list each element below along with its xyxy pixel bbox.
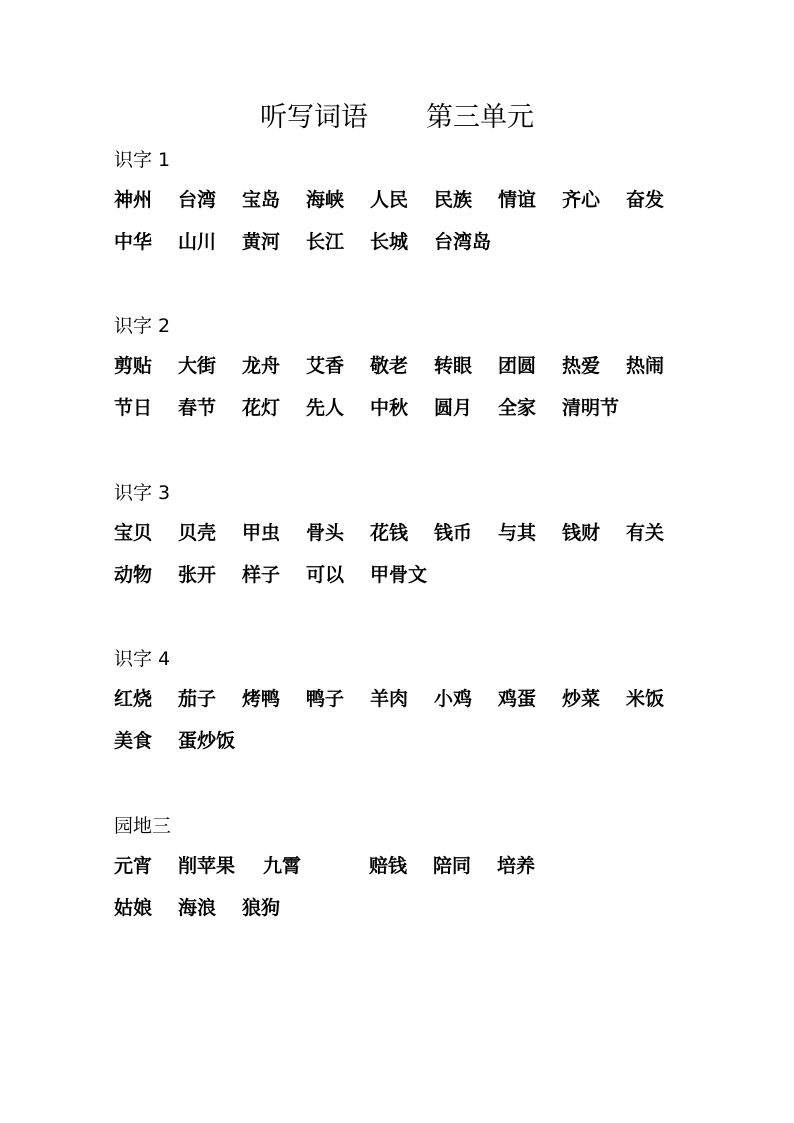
word: 大街 bbox=[178, 355, 217, 377]
word: 热爱 bbox=[562, 355, 601, 377]
word: 热闹 bbox=[626, 355, 665, 377]
word-row bbox=[114, 393, 734, 435]
word: 张开 bbox=[178, 564, 217, 586]
word: 米饭 bbox=[626, 688, 665, 710]
section-heading: 识字 2 bbox=[114, 315, 171, 337]
word: 狼狗 bbox=[242, 897, 281, 919]
word: 茄子 bbox=[178, 688, 217, 710]
word: 与其 bbox=[498, 522, 537, 544]
word: 海峡 bbox=[306, 189, 345, 211]
word: 羊肉 bbox=[370, 688, 409, 710]
word: 先人 bbox=[306, 397, 345, 419]
word: 可以 bbox=[306, 564, 345, 586]
title-text: 听写词语 bbox=[260, 102, 368, 133]
word: 花灯 bbox=[242, 397, 281, 419]
word: 甲虫 bbox=[242, 522, 281, 544]
word: 姑娘 bbox=[114, 897, 153, 919]
word: 削苹果 bbox=[178, 855, 236, 877]
word: 山川 bbox=[178, 231, 217, 253]
word: 长城 bbox=[370, 231, 409, 253]
word-row bbox=[114, 351, 734, 393]
word: 钱财 bbox=[562, 522, 601, 544]
section-shizi-1 bbox=[114, 147, 734, 269]
word: 鸡蛋 bbox=[498, 688, 537, 710]
word: 元宵 bbox=[114, 855, 153, 877]
section-shizi-3 bbox=[114, 480, 734, 602]
word-row bbox=[114, 851, 734, 893]
word: 春节 bbox=[178, 397, 217, 419]
word-row bbox=[114, 518, 734, 560]
word: 转眼 bbox=[434, 355, 473, 377]
word: 中华 bbox=[114, 231, 153, 253]
word: 奋发 bbox=[626, 189, 665, 211]
word-row bbox=[114, 726, 734, 768]
word: 有关 bbox=[626, 522, 665, 544]
word: 中秋 bbox=[370, 397, 409, 419]
word: 样子 bbox=[242, 564, 281, 586]
word: 炒菜 bbox=[562, 688, 601, 710]
section-heading: 园地三 bbox=[114, 815, 172, 837]
word: 鸭子 bbox=[306, 688, 345, 710]
word-row bbox=[114, 227, 734, 269]
word: 宝贝 bbox=[114, 522, 153, 544]
word: 甲骨文 bbox=[370, 564, 428, 586]
section-heading: 识字 1 bbox=[114, 149, 171, 171]
word-row bbox=[114, 684, 734, 726]
word: 贝壳 bbox=[178, 522, 217, 544]
page-title bbox=[0, 100, 794, 136]
word: 团圆 bbox=[498, 355, 537, 377]
word: 清明节 bbox=[562, 397, 620, 419]
word: 人民 bbox=[370, 189, 409, 211]
word: 动物 bbox=[114, 564, 153, 586]
word-row bbox=[114, 893, 734, 935]
section-shizi-2 bbox=[114, 313, 734, 435]
word: 钱币 bbox=[434, 522, 473, 544]
word: 红烧 bbox=[114, 688, 153, 710]
word: 赔钱 bbox=[369, 855, 408, 877]
word: 情谊 bbox=[498, 189, 537, 211]
word: 龙舟 bbox=[242, 355, 281, 377]
word: 美食 bbox=[114, 730, 153, 752]
section-heading: 识字 3 bbox=[114, 482, 171, 504]
word: 长江 bbox=[306, 231, 345, 253]
word: 神州 bbox=[114, 189, 153, 211]
word: 节日 bbox=[114, 397, 153, 419]
word: 黄河 bbox=[242, 231, 281, 253]
word: 台湾岛 bbox=[434, 231, 492, 253]
word-row bbox=[114, 560, 734, 602]
word: 骨头 bbox=[306, 522, 345, 544]
section-shizi-4 bbox=[114, 646, 734, 768]
word: 宝岛 bbox=[242, 189, 281, 211]
word: 剪贴 bbox=[114, 355, 153, 377]
section-heading: 识字 4 bbox=[114, 648, 171, 670]
word: 艾香 bbox=[306, 355, 345, 377]
word: 民族 bbox=[434, 189, 473, 211]
word: 齐心 bbox=[562, 189, 601, 211]
word: 花钱 bbox=[370, 522, 409, 544]
word: 九霄 bbox=[263, 855, 302, 877]
word-row bbox=[114, 185, 734, 227]
word: 敬老 bbox=[370, 355, 409, 377]
unit-label: 第三单元 bbox=[426, 102, 534, 133]
word: 蛋炒饭 bbox=[178, 730, 236, 752]
word: 培养 bbox=[497, 855, 536, 877]
word: 全家 bbox=[498, 397, 537, 419]
word: 台湾 bbox=[178, 189, 217, 211]
word: 海浪 bbox=[178, 897, 217, 919]
word: 小鸡 bbox=[434, 688, 473, 710]
section-yuandi-3 bbox=[114, 813, 734, 935]
word: 陪同 bbox=[433, 855, 472, 877]
word: 烤鸭 bbox=[242, 688, 281, 710]
word: 圆月 bbox=[434, 397, 473, 419]
